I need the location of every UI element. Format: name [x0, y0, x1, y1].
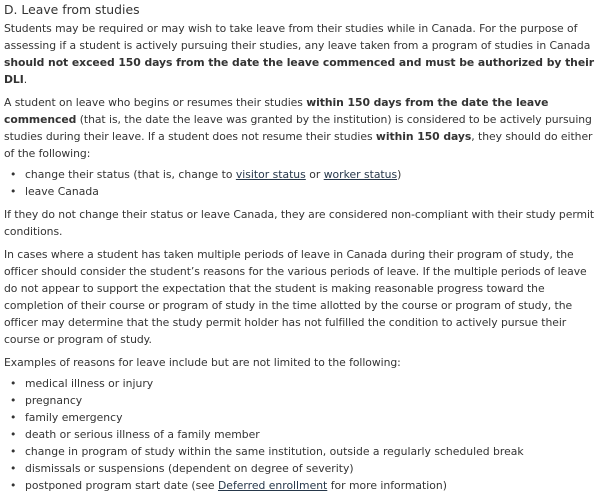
text-run: medical illness or injury	[25, 377, 154, 390]
list-item	[10, 426, 596, 443]
text-run: for more information)	[327, 479, 447, 492]
text-run: death or serious illness of a family member	[25, 428, 260, 441]
paragraph-multiple-leaves: In cases where a student has taken multiple periods of leave in Canada during their program of study, the officer should consider the student’s reasons for the various periods of leave. If the multiple periods of leave do not appear to support the expectation that the student is making reasonable progress toward the completion of their course or program of study in the time allotted by the course or program of study, the officer may determine that the study permit holder has not fulfilled the condition to actively pursue their course or program of study.	[4, 248, 587, 346]
list-item	[10, 392, 596, 409]
text-run: .	[23, 73, 28, 86]
text-run: , they should do either of the following:	[4, 130, 593, 160]
bullet-icon: •	[10, 479, 17, 492]
options-list	[4, 166, 596, 200]
text-run: dismissals or suspensions (dependent on degree of severity)	[25, 462, 354, 475]
paragraph-examples-intro: Examples of reasons for leave include but are not limited to the following:	[4, 356, 401, 369]
list-item	[10, 443, 596, 460]
list-item	[10, 477, 596, 494]
text-run: Students may be required or may wish to take leave from their studies while in Canada. For the purpose of assessing if a student is actively pursuing their studies, any leave taken from a program of studies in Canada	[4, 22, 591, 52]
paragraph-non-compliant: If they do not change their status or leave Canada, they are considered non-compliant with their study permit conditions.	[4, 208, 595, 238]
bullet-icon: •	[10, 185, 17, 198]
paragraph-leave-intro	[4, 20, 596, 88]
text-run: family emergency	[25, 411, 123, 424]
bullet-icon: •	[10, 394, 17, 407]
list-item	[10, 375, 596, 392]
text-run: pregnancy	[25, 394, 83, 407]
bold-text: within 150 days	[375, 130, 472, 143]
text-run: postponed program start date (see	[25, 479, 218, 492]
deferred-enrollment-link[interactable]: Deferred enrollment	[217, 479, 328, 492]
list-item	[10, 183, 596, 200]
worker-status-link[interactable]: worker status	[323, 168, 398, 181]
bullet-icon: •	[10, 411, 17, 424]
reasons-list	[4, 375, 596, 494]
section-heading: D. Leave from studies	[4, 2, 140, 17]
bold-text: within 150 days from the date the leave commenced	[4, 96, 549, 126]
bullet-icon: •	[10, 428, 17, 441]
visitor-status-link[interactable]: visitor status	[235, 168, 306, 181]
list-item	[10, 460, 596, 477]
paragraph-150-days	[4, 94, 596, 162]
text-run: change in program of study within the same institution, outside a regularly scheduled break	[25, 445, 524, 458]
text-run: leave Canada	[25, 185, 99, 198]
bullet-icon: •	[10, 462, 17, 475]
text-run: (that is, the date the leave was granted by the institution) is considered to be actively pursuing studies during their leave. If a student does not resume their studies	[4, 113, 592, 143]
list-item	[10, 409, 596, 426]
text-run: )	[397, 168, 402, 181]
text-run: change their status (that is, change to	[25, 168, 236, 181]
text-run: A student on leave who begins or resumes their studies	[4, 96, 307, 109]
bold-text: should not exceed 150 days from the date the leave commenced and must be authorized by their DLI	[4, 56, 595, 86]
list-item	[10, 166, 596, 183]
bullet-icon: •	[10, 445, 17, 458]
bullet-icon: •	[10, 377, 17, 390]
bullet-icon: •	[10, 168, 17, 181]
text-run: or	[305, 168, 324, 181]
